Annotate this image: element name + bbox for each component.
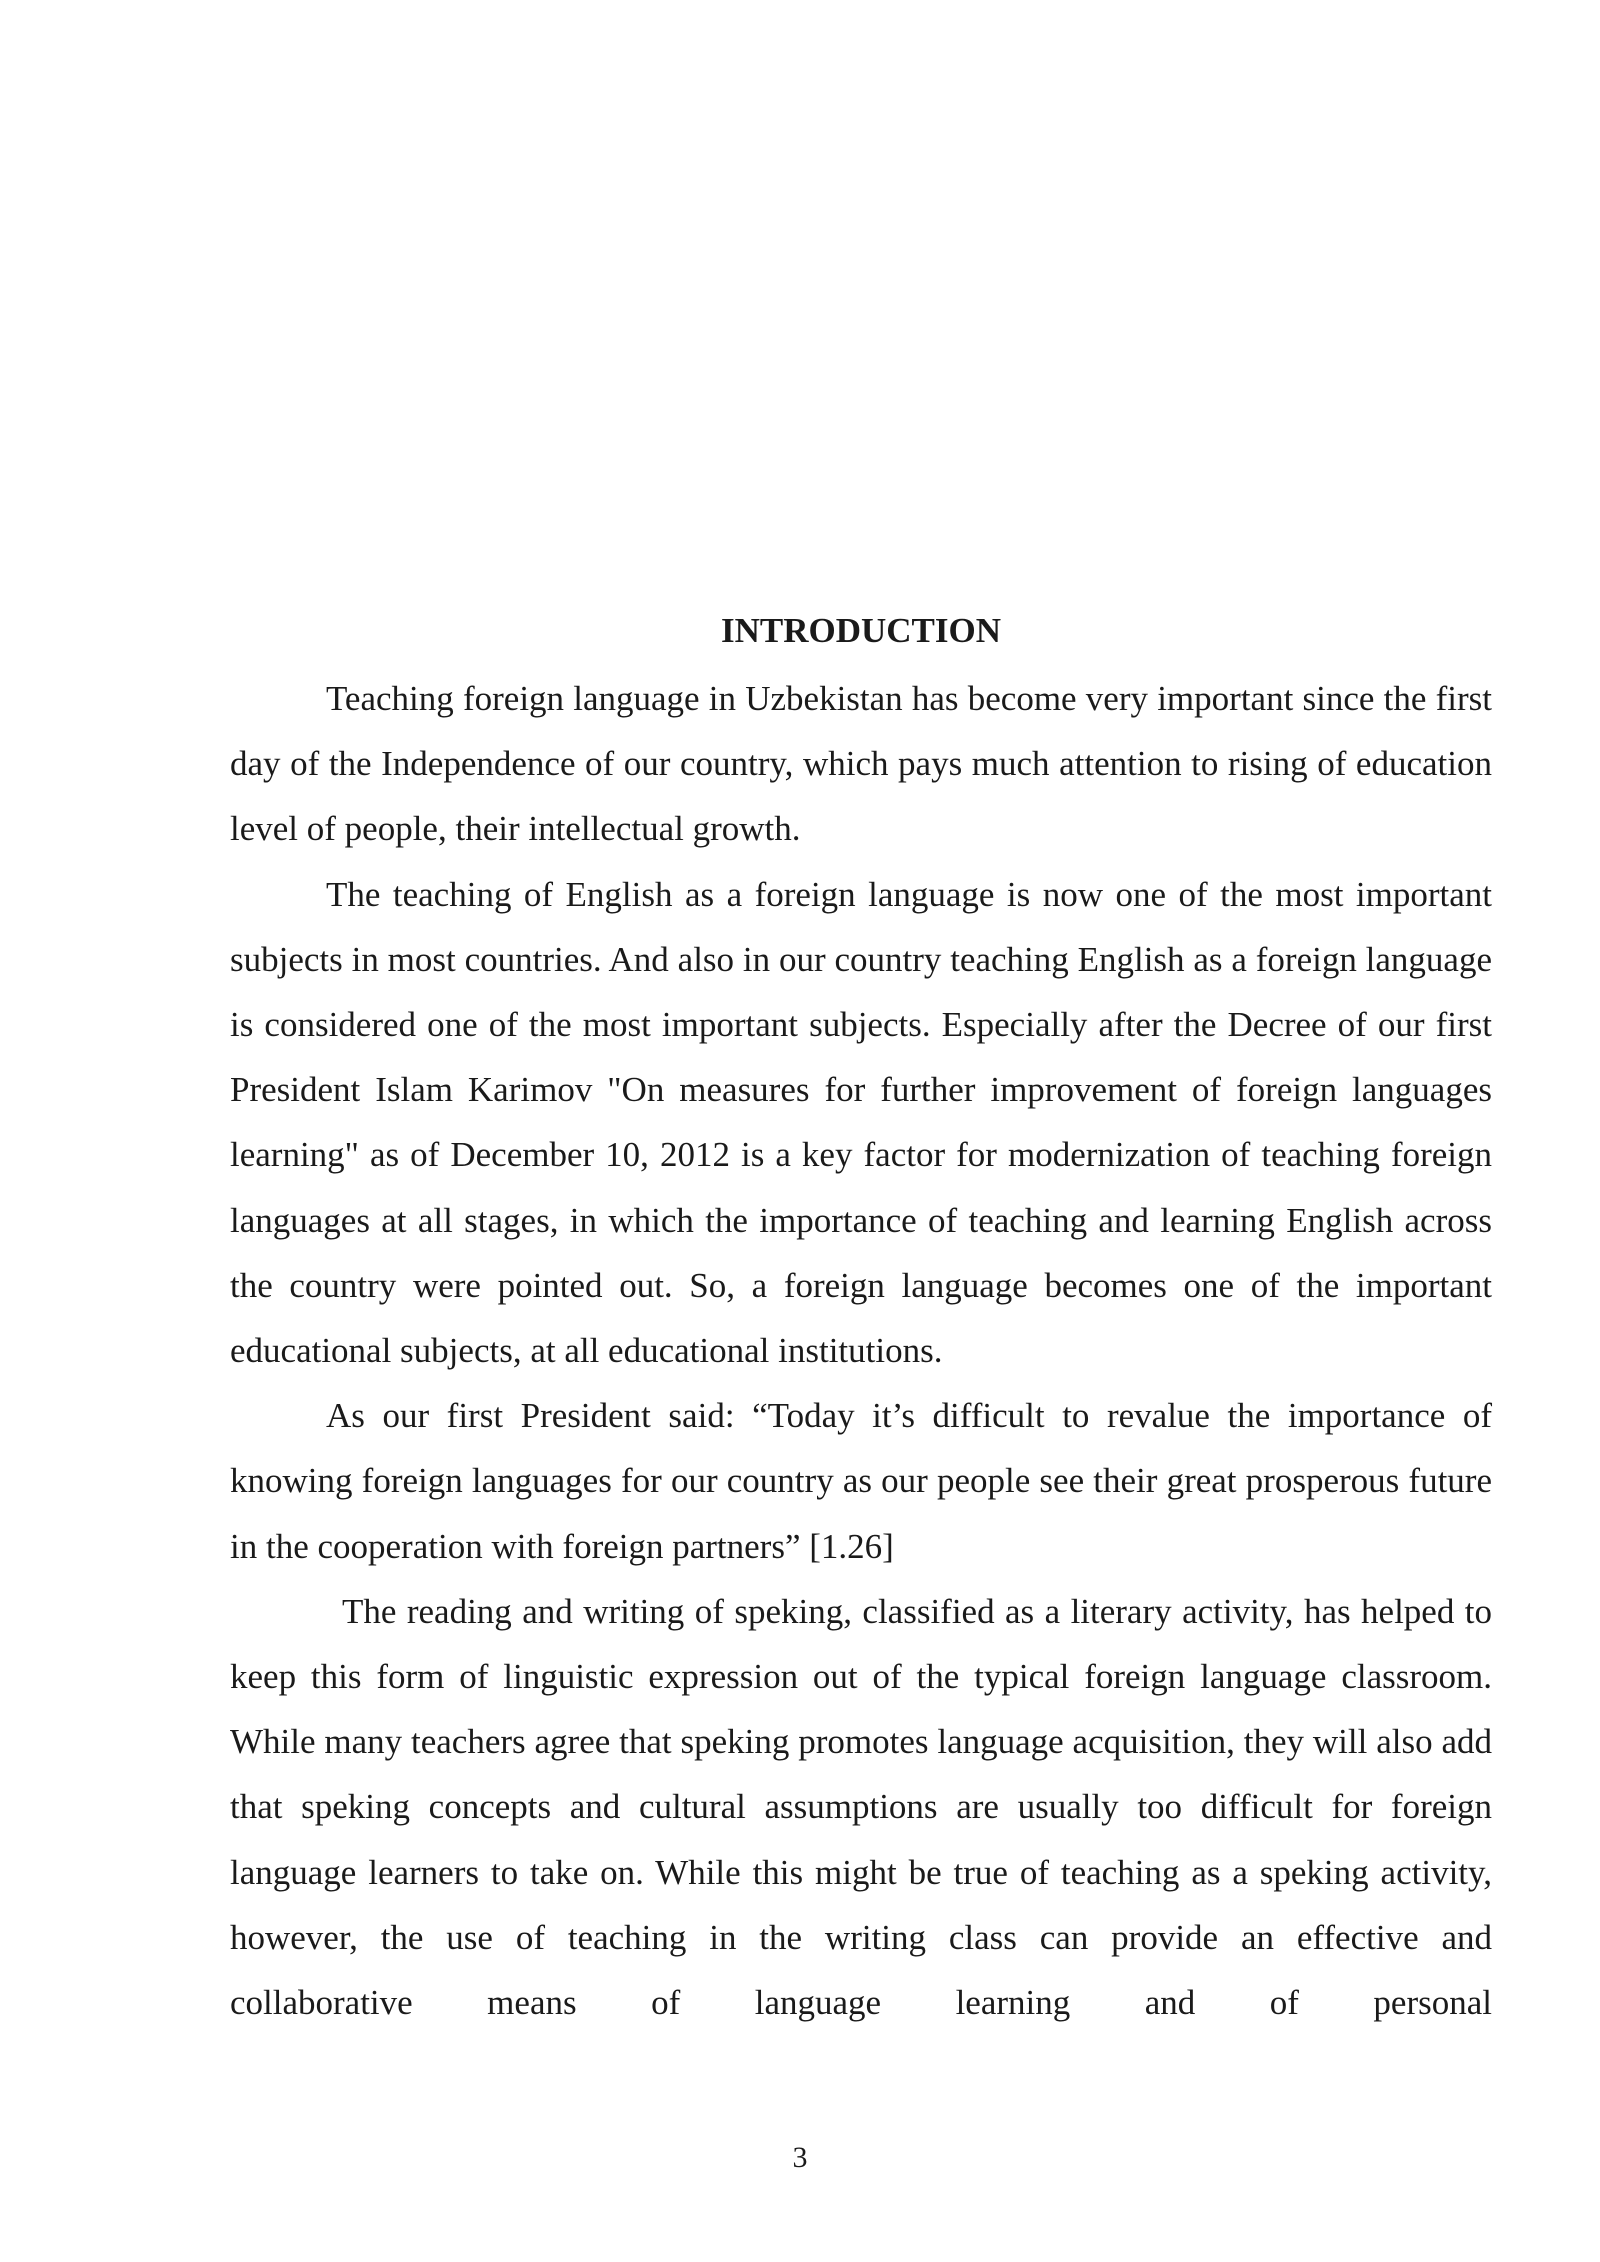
paragraph-2: The teaching of English as a foreign language is now one of the most important subjects in most countries. And also in our country teaching English as a foreign language is considered one of the most important subjects. Especially after the Decree of our first President Islam Karimov "On measures for further improvement of foreign languages learning" as of December 10, 2012 is a key factor for modernization of teaching foreign languages at all stages, in which the importance of teaching and learning English across the country were pointed out. So, a foreign language becomes one of the important educational subjects, at all educational institutions. (230, 874, 1492, 1371)
paragraph-3: As our first President said: “Today it’s difficult to revalue the importance of knowing foreign languages for our country as our people see their great prosperous future in the cooperation with foreign partners” [1.26] (230, 1396, 1492, 1566)
page-content (230, 605, 1492, 2035)
paragraph-1: Teaching foreign language in Uzbekistan has become very important since the first day of the Independence of our country, which pays much attention to rising of education level of people, their intellectual growth. (230, 679, 1492, 849)
section-title: INTRODUCTION (720, 611, 1002, 650)
paragraph-4: The reading and writing of speking, classified as a literary activity, has helped to keep this form of linguistic expression out of the typical foreign language classroom. While many teachers agree that speking promotes language acquisition, they will also add that speking concepts and cultural assumptions are usually too difficult for foreign language learners to take on. While this might be true of teaching as a speking activity, however, the use of teaching in the writing class can provide an effective and collaborative means of language learning and of personal (230, 1591, 1492, 2023)
page-number: 3 (792, 2141, 808, 2174)
